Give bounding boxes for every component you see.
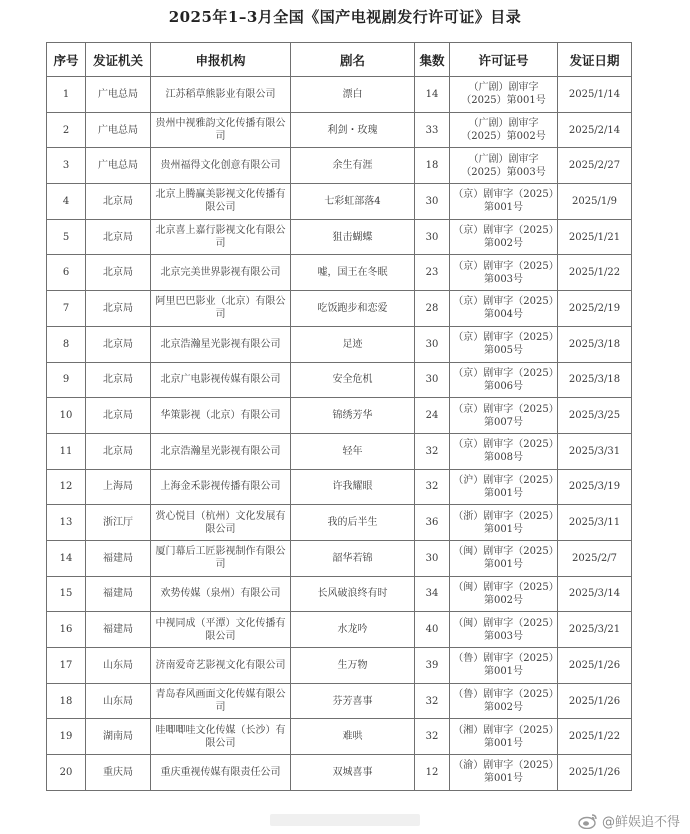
cell-license: （京）剧审字（2025）第004号	[450, 291, 558, 327]
cell-license: （闽）剧审字（2025）第001号	[450, 540, 558, 576]
cell-name: 双城喜事	[291, 755, 415, 791]
cell-name: 水龙吟	[291, 612, 415, 648]
cell-eps: 36	[415, 505, 450, 541]
cell-eps: 32	[415, 719, 450, 755]
cell-agency: 湖南局	[86, 719, 151, 755]
cell-eps: 33	[415, 112, 450, 148]
cell-no: 15	[47, 576, 86, 612]
cell-org: 上海金禾影视传播有限公司	[151, 469, 291, 505]
table-row	[47, 77, 632, 113]
cell-eps: 14	[415, 77, 450, 113]
cell-org: 厦门幕后工匠影视制作有限公司	[151, 540, 291, 576]
cell-org: 济南爱奇艺影视文化有限公司	[151, 648, 291, 684]
cell-agency: 北京局	[86, 362, 151, 398]
header-org: 申报机构	[151, 43, 291, 77]
cell-license: （广剧）剧审字（2025）第002号	[450, 112, 558, 148]
cell-org: 江苏稻草熊影业有限公司	[151, 77, 291, 113]
watermark-text: @鲜娱追不得	[601, 815, 680, 830]
cell-license: （广剧）剧审字（2025）第003号	[450, 148, 558, 184]
cell-agency: 北京局	[86, 184, 151, 220]
cell-eps: 18	[415, 148, 450, 184]
cell-eps: 34	[415, 576, 450, 612]
cell-name: 我的后半生	[291, 505, 415, 541]
cell-agency: 北京局	[86, 291, 151, 327]
watermark	[578, 811, 680, 830]
table-row	[47, 469, 632, 505]
cell-date: 2025/1/9	[558, 184, 632, 220]
cell-name: 长风破浪终有时	[291, 576, 415, 612]
table-row	[47, 433, 632, 469]
header-name: 剧名	[291, 43, 415, 77]
cell-agency: 福建局	[86, 612, 151, 648]
cell-license: （京）剧审字（2025）第006号	[450, 362, 558, 398]
cell-date: 2025/1/26	[558, 755, 632, 791]
table-row	[47, 184, 632, 220]
cell-org: 贵州中视雅韵文化传播有限公司	[151, 112, 291, 148]
cell-eps: 28	[415, 291, 450, 327]
cell-date: 2025/3/31	[558, 433, 632, 469]
table-row	[47, 148, 632, 184]
cell-agency: 广电总局	[86, 77, 151, 113]
cell-license: （京）剧审字（2025）第001号	[450, 184, 558, 220]
cell-org: 重庆重视传媒有限责任公司	[151, 755, 291, 791]
cell-eps: 30	[415, 540, 450, 576]
header-agency: 发证机关	[86, 43, 151, 77]
cell-no: 12	[47, 469, 86, 505]
cell-org: 欢势传媒（泉州）有限公司	[151, 576, 291, 612]
cell-license: （京）剧审字（2025）第007号	[450, 398, 558, 434]
cell-org: 北京完美世界影视有限公司	[151, 255, 291, 291]
cell-no: 10	[47, 398, 86, 434]
cell-agency: 福建局	[86, 540, 151, 576]
cell-date: 2025/3/21	[558, 612, 632, 648]
cell-name: 轻年	[291, 433, 415, 469]
cell-name: 吃饭跑步和恋爱	[291, 291, 415, 327]
cell-agency: 北京局	[86, 255, 151, 291]
cell-date: 2025/2/19	[558, 291, 632, 327]
cell-license: （湘）剧审字（2025）第001号	[450, 719, 558, 755]
table-row	[47, 719, 632, 755]
cell-no: 5	[47, 219, 86, 255]
cell-no: 14	[47, 540, 86, 576]
cell-no: 8	[47, 326, 86, 362]
header-license: 许可证号	[450, 43, 558, 77]
cell-license: （京）剧审字（2025）第005号	[450, 326, 558, 362]
cell-org: 哇唧唧哇文化传媒（长沙）有限公司	[151, 719, 291, 755]
cell-eps: 12	[415, 755, 450, 791]
cell-eps: 32	[415, 683, 450, 719]
table-row	[47, 612, 632, 648]
cell-date: 2025/1/22	[558, 255, 632, 291]
cell-org: 北京喜上嘉行影视文化有限公司	[151, 219, 291, 255]
cell-org: 北京浩瀚星光影视有限公司	[151, 326, 291, 362]
cell-name: 七彩虹部落4	[291, 184, 415, 220]
cell-eps: 39	[415, 648, 450, 684]
cell-org: 贵州福得文化创意有限公司	[151, 148, 291, 184]
cell-org: 北京上腾赢美影视文化传播有限公司	[151, 184, 291, 220]
table-row	[47, 755, 632, 791]
cell-license: （鲁）剧审字（2025）第001号	[450, 648, 558, 684]
cell-no: 3	[47, 148, 86, 184]
cell-license: （京）剧审字（2025）第002号	[450, 219, 558, 255]
cell-license: （闽）剧审字（2025）第002号	[450, 576, 558, 612]
cell-org: 阿里巴巴影业（北京）有限公司	[151, 291, 291, 327]
cell-name: 芬芳喜事	[291, 683, 415, 719]
table-row	[47, 540, 632, 576]
cell-agency: 广电总局	[86, 112, 151, 148]
cell-name: 难哄	[291, 719, 415, 755]
cell-no: 20	[47, 755, 86, 791]
cell-date: 2025/1/26	[558, 683, 632, 719]
table-row	[47, 648, 632, 684]
cell-no: 17	[47, 648, 86, 684]
cell-org: 中视同成（平潭）文化传播有限公司	[151, 612, 291, 648]
cell-org: 北京广电影视传媒有限公司	[151, 362, 291, 398]
cell-no: 4	[47, 184, 86, 220]
cell-name: 漂白	[291, 77, 415, 113]
cell-name: 足迹	[291, 326, 415, 362]
document-title: 2025年1–3月全国《国产电视剧发行许可证》目录	[168, 8, 522, 26]
cell-no: 7	[47, 291, 86, 327]
cell-eps: 30	[415, 184, 450, 220]
cell-name: 余生有涯	[291, 148, 415, 184]
cell-license: （鲁）剧审字（2025）第002号	[450, 683, 558, 719]
cell-agency: 山东局	[86, 648, 151, 684]
table-row	[47, 576, 632, 612]
table-row	[47, 326, 632, 362]
cell-name: 狙击蝴蝶	[291, 219, 415, 255]
cell-agency: 浙江厅	[86, 505, 151, 541]
weibo-icon	[578, 813, 598, 829]
cell-eps: 30	[415, 326, 450, 362]
table-row	[47, 505, 632, 541]
cell-name: 锦绣芳华	[291, 398, 415, 434]
cell-org: 赏心悦目（杭州）文化发展有限公司	[151, 505, 291, 541]
table-row	[47, 219, 632, 255]
cell-license: （京）剧审字（2025）第003号	[450, 255, 558, 291]
cell-name: 嘘，国王在冬眠	[291, 255, 415, 291]
cell-date: 2025/1/14	[558, 77, 632, 113]
cell-eps: 23	[415, 255, 450, 291]
cell-date: 2025/3/18	[558, 326, 632, 362]
cell-eps: 24	[415, 398, 450, 434]
cell-license: （渝）剧审字（2025）第001号	[450, 755, 558, 791]
cell-name: 安全危机	[291, 362, 415, 398]
cell-license: （广剧）剧审字（2025）第001号	[450, 77, 558, 113]
cell-eps: 30	[415, 219, 450, 255]
cell-no: 16	[47, 612, 86, 648]
cell-no: 6	[47, 255, 86, 291]
cell-name: 生万物	[291, 648, 415, 684]
table-header-row	[47, 43, 632, 77]
cell-agency: 北京局	[86, 398, 151, 434]
cell-date: 2025/1/26	[558, 648, 632, 684]
table-row	[47, 255, 632, 291]
cell-name: 韶华若锦	[291, 540, 415, 576]
cell-org: 青岛春风画面文化传媒有限公司	[151, 683, 291, 719]
cell-date: 2025/3/11	[558, 505, 632, 541]
cell-date: 2025/1/22	[558, 719, 632, 755]
cell-org: 华策影视（北京）有限公司	[151, 398, 291, 434]
cell-date: 2025/2/7	[558, 540, 632, 576]
table-row	[47, 362, 632, 398]
cell-date: 2025/3/18	[558, 362, 632, 398]
cell-agency: 北京局	[86, 219, 151, 255]
cell-license: （浙）剧审字（2025）第001号	[450, 505, 558, 541]
cell-date: 2025/2/27	[558, 148, 632, 184]
cell-date: 2025/2/14	[558, 112, 632, 148]
cell-license: （闽）剧审字（2025）第003号	[450, 612, 558, 648]
cell-agency: 北京局	[86, 326, 151, 362]
header-eps: 集数	[415, 43, 450, 77]
cell-agency: 广电总局	[86, 148, 151, 184]
cell-no: 11	[47, 433, 86, 469]
table-row	[47, 112, 632, 148]
cell-eps: 40	[415, 612, 450, 648]
cell-eps: 30	[415, 362, 450, 398]
blurred-strip	[270, 814, 420, 826]
cell-name: 利剑・玫瑰	[291, 112, 415, 148]
cell-agency: 福建局	[86, 576, 151, 612]
cell-no: 9	[47, 362, 86, 398]
cell-no: 18	[47, 683, 86, 719]
cell-no: 2	[47, 112, 86, 148]
cell-date: 2025/3/14	[558, 576, 632, 612]
table-row	[47, 291, 632, 327]
cell-license: （京）剧审字（2025）第008号	[450, 433, 558, 469]
cell-agency: 上海局	[86, 469, 151, 505]
table-row	[47, 398, 632, 434]
cell-no: 19	[47, 719, 86, 755]
cell-no: 13	[47, 505, 86, 541]
cell-eps: 32	[415, 433, 450, 469]
header-no: 序号	[47, 43, 86, 77]
cell-license: （沪）剧审字（2025）第001号	[450, 469, 558, 505]
table-row	[47, 683, 632, 719]
cell-no: 1	[47, 77, 86, 113]
header-date: 发证日期	[558, 43, 632, 77]
cell-date: 2025/3/19	[558, 469, 632, 505]
cell-date: 2025/3/25	[558, 398, 632, 434]
cell-agency: 重庆局	[86, 755, 151, 791]
cell-org: 北京浩瀚星光影视有限公司	[151, 433, 291, 469]
cell-agency: 山东局	[86, 683, 151, 719]
cell-name: 许我耀眼	[291, 469, 415, 505]
cell-date: 2025/1/21	[558, 219, 632, 255]
license-table	[46, 42, 632, 791]
cell-agency: 北京局	[86, 433, 151, 469]
cell-eps: 32	[415, 469, 450, 505]
